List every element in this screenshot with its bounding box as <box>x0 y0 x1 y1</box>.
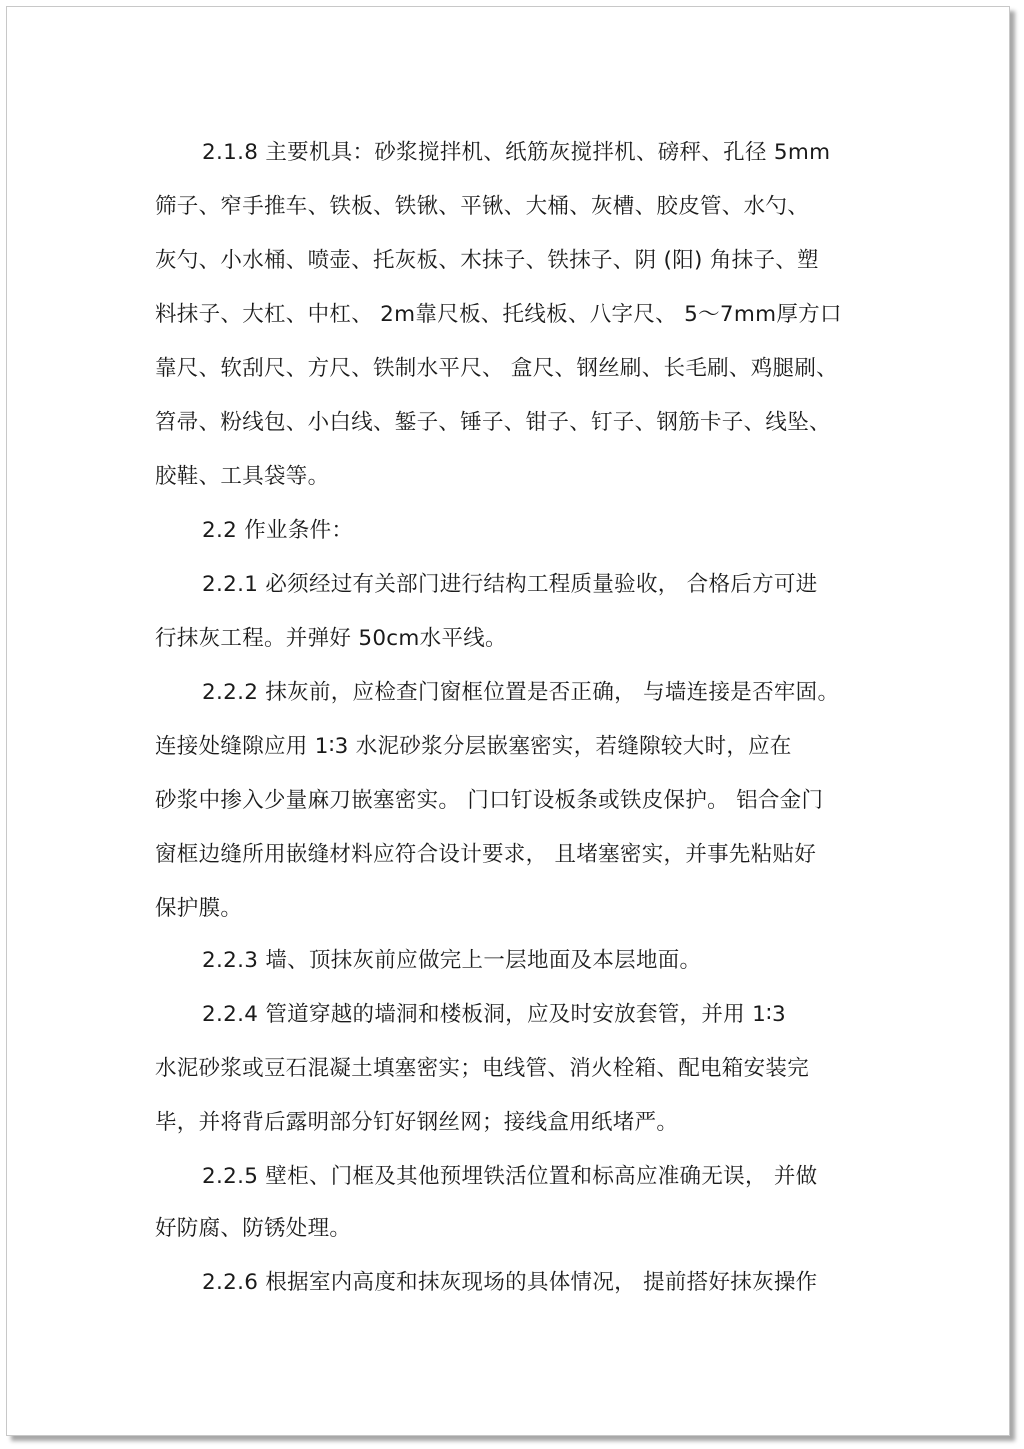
text-line: 胶鞋、工具袋等。 <box>155 464 330 489</box>
text-line-2-1-8: 2.1.8 主要机具：砂浆搅拌机、纸筋灰搅拌机、磅秤、孔径 5mm <box>202 140 831 165</box>
text-line-2-2-6: 2.2.6 根据室内高度和抹灰现场的具体情况， 提前搭好抹灰操作 <box>202 1270 818 1295</box>
text-line: 笤帚、粉线包、小白线、錾子、锤子、钳子、钉子、钢筋卡子、线坠、 <box>155 410 831 435</box>
text-line-2-2-2: 2.2.2 抹灰前，应检查门窗框位置是否正确， 与墙连接是否牢固。 <box>202 680 840 705</box>
text-line: 砂浆中掺入少量麻刀嵌塞密实。 门口钉设板条或铁皮保护。 铝合金门 <box>155 788 824 813</box>
text-line-2-2-4: 2.2.4 管道穿越的墙洞和楼板洞，应及时安放套管，并用 1∶3 <box>202 1002 786 1027</box>
text-line: 料抹子、大杠、中杠、 2m靠尺板、托线板、八字尺、 5～7mm厚方口 <box>155 302 842 327</box>
section-heading-2-2: 2.2 作业条件： <box>202 518 354 543</box>
text-line: 连接处缝隙应用 1∶3 水泥砂浆分层嵌塞密实，若缝隙较大时，应在 <box>155 734 792 759</box>
text-line-2-2-5: 2.2.5 壁柜、门框及其他预埋铁活位置和标高应准确无误， 并做 <box>202 1164 818 1189</box>
text-line: 水泥砂浆或豆石混凝土填塞密实；电线管、消火栓箱、配电箱安装完 <box>155 1056 810 1081</box>
text-line: 行抹灰工程。并弹好 50cm水平线。 <box>155 626 507 651</box>
text-line: 筛子、窄手推车、铁板、铁锹、平锹、大桶、灰槽、胶皮管、水勺、 <box>155 194 810 219</box>
text-line: 靠尺、软刮尺、方尺、铁制水平尺、 盒尺、钢丝刷、长毛刷、鸡腿刷、 <box>155 356 838 381</box>
text-line-2-2-3: 2.2.3 墙、顶抹灰前应做完上一层地面及本层地面。 <box>202 948 702 973</box>
text-line: 窗框边缝所用嵌缝材料应符合设计要求， 且堵塞密实，并事先粘贴好 <box>155 842 817 867</box>
text-line: 好防腐、防锈处理。 <box>155 1216 352 1241</box>
text-line-2-2-1: 2.2.1 必须经过有关部门进行结构工程质量验收， 合格后方可进 <box>202 572 818 597</box>
text-line: 灰勺、小水桶、喷壶、托灰板、木抹子、铁抹子、阴 (阳) 角抹子、塑 <box>155 248 819 273</box>
text-line: 保护膜。 <box>155 896 243 921</box>
text-line: 毕，并将背后露明部分钉好钢丝网；接线盒用纸堵严。 <box>155 1110 679 1135</box>
